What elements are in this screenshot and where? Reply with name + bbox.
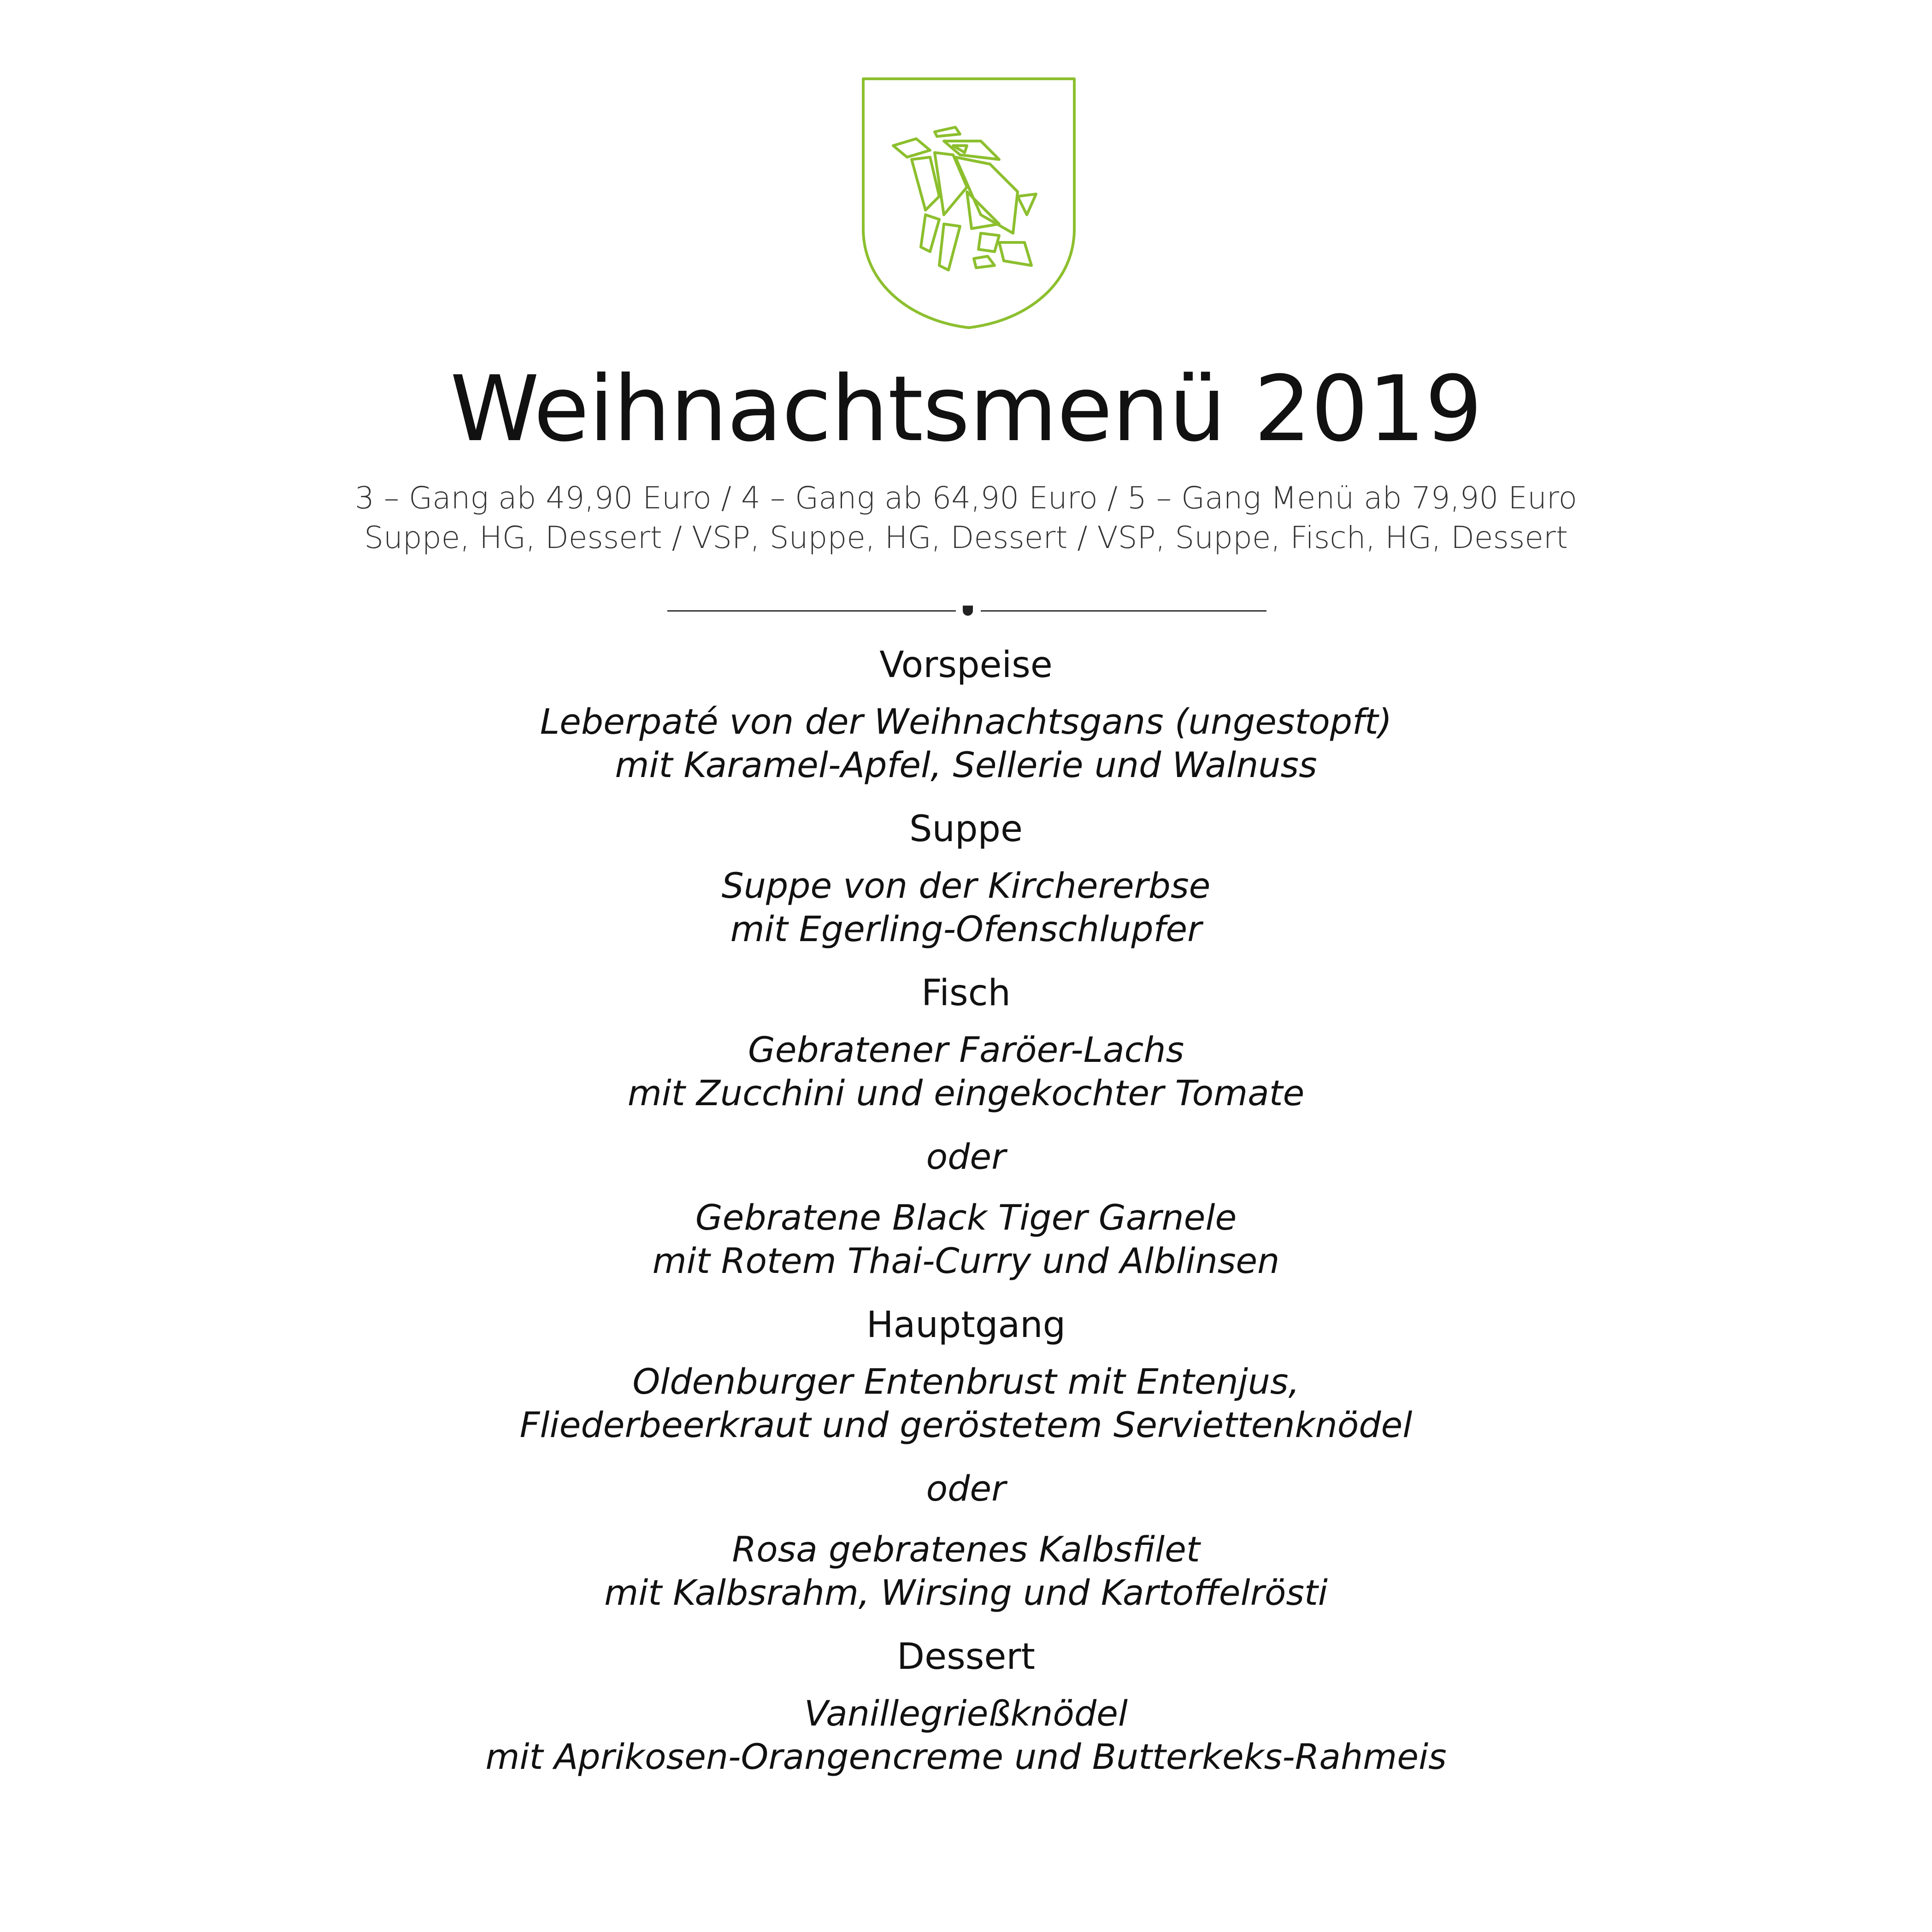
dish-fisch-2 <box>0 1196 1932 1283</box>
dish-fisch-1 <box>0 1028 1932 1115</box>
dish-line: Oldenburger Entenbrust mit Entenjus, <box>632 1361 1300 1402</box>
price-line: 3 – Gang ab 49,90 Euro / 4 – Gang ab 64,90 Euro / 5 – Gang Menü ab 79,90 Euro <box>355 480 1577 516</box>
divider <box>667 602 1266 620</box>
menu <box>0 643 1932 1799</box>
dish-line: mit Egerling-Ofenschlupfer <box>730 908 1202 949</box>
course-heading-fisch: Fisch <box>921 972 1011 1014</box>
dish-line: Rosa gebratenes Kalbsfilet <box>732 1529 1200 1570</box>
course-line: Suppe, HG, Dessert / VSP, Suppe, HG, Dessert / VSP, Suppe, Fisch, HG, Dessert <box>364 520 1568 555</box>
or-separator: oder <box>926 1136 1006 1177</box>
dish-line: mit Kalbsrahm, Wirsing und Kartoffelrösti <box>604 1572 1328 1613</box>
dish-line: Gebratene Black Tiger Garnele <box>695 1197 1237 1238</box>
divider-line-left <box>667 610 956 612</box>
dish-suppe <box>0 864 1932 951</box>
dish-line: Suppe von der Kirchererbse <box>721 865 1211 906</box>
course-heading-suppe: Suppe <box>909 808 1023 850</box>
divider-ornament-icon <box>963 606 973 616</box>
course-heading-dessert: Dessert <box>897 1636 1035 1678</box>
dish-line: Fliederbeerkraut und geröstetem Serviettenknödel <box>519 1404 1413 1445</box>
or-separator: oder <box>926 1468 1006 1509</box>
dish-vorspeise <box>0 700 1932 787</box>
dish-line: mit Aprikosen-Orangencreme und Butterkeks-Rahmeis <box>485 1736 1447 1777</box>
dish-line: Vanillegrießknödel <box>804 1693 1128 1734</box>
dish-line: Leberpaté von der Weihnachtsgans (ungestopft) <box>540 701 1392 742</box>
shield-crest-icon <box>861 77 1077 330</box>
dish-hauptgang-1 <box>0 1360 1932 1447</box>
dish-line: mit Karamel-Apfel, Sellerie und Walnuss <box>615 744 1317 785</box>
dish-hauptgang-2 <box>0 1528 1932 1614</box>
course-heading-vorspeise: Vorspeise <box>879 644 1053 686</box>
dish-line: mit Rotem Thai-Curry und Alblinsen <box>652 1240 1280 1281</box>
dish-line: mit Zucchini und eingekochter Tomate <box>627 1072 1305 1113</box>
course-heading-hauptgang: Hauptgang <box>866 1304 1066 1346</box>
dish-dessert <box>0 1692 1932 1779</box>
price-info <box>0 478 1932 558</box>
divider-line-right <box>981 610 1266 612</box>
page-title: Weihnachtsmenü 2019 <box>450 357 1482 462</box>
dish-line: Gebratener Faröer-Lachs <box>748 1029 1184 1070</box>
